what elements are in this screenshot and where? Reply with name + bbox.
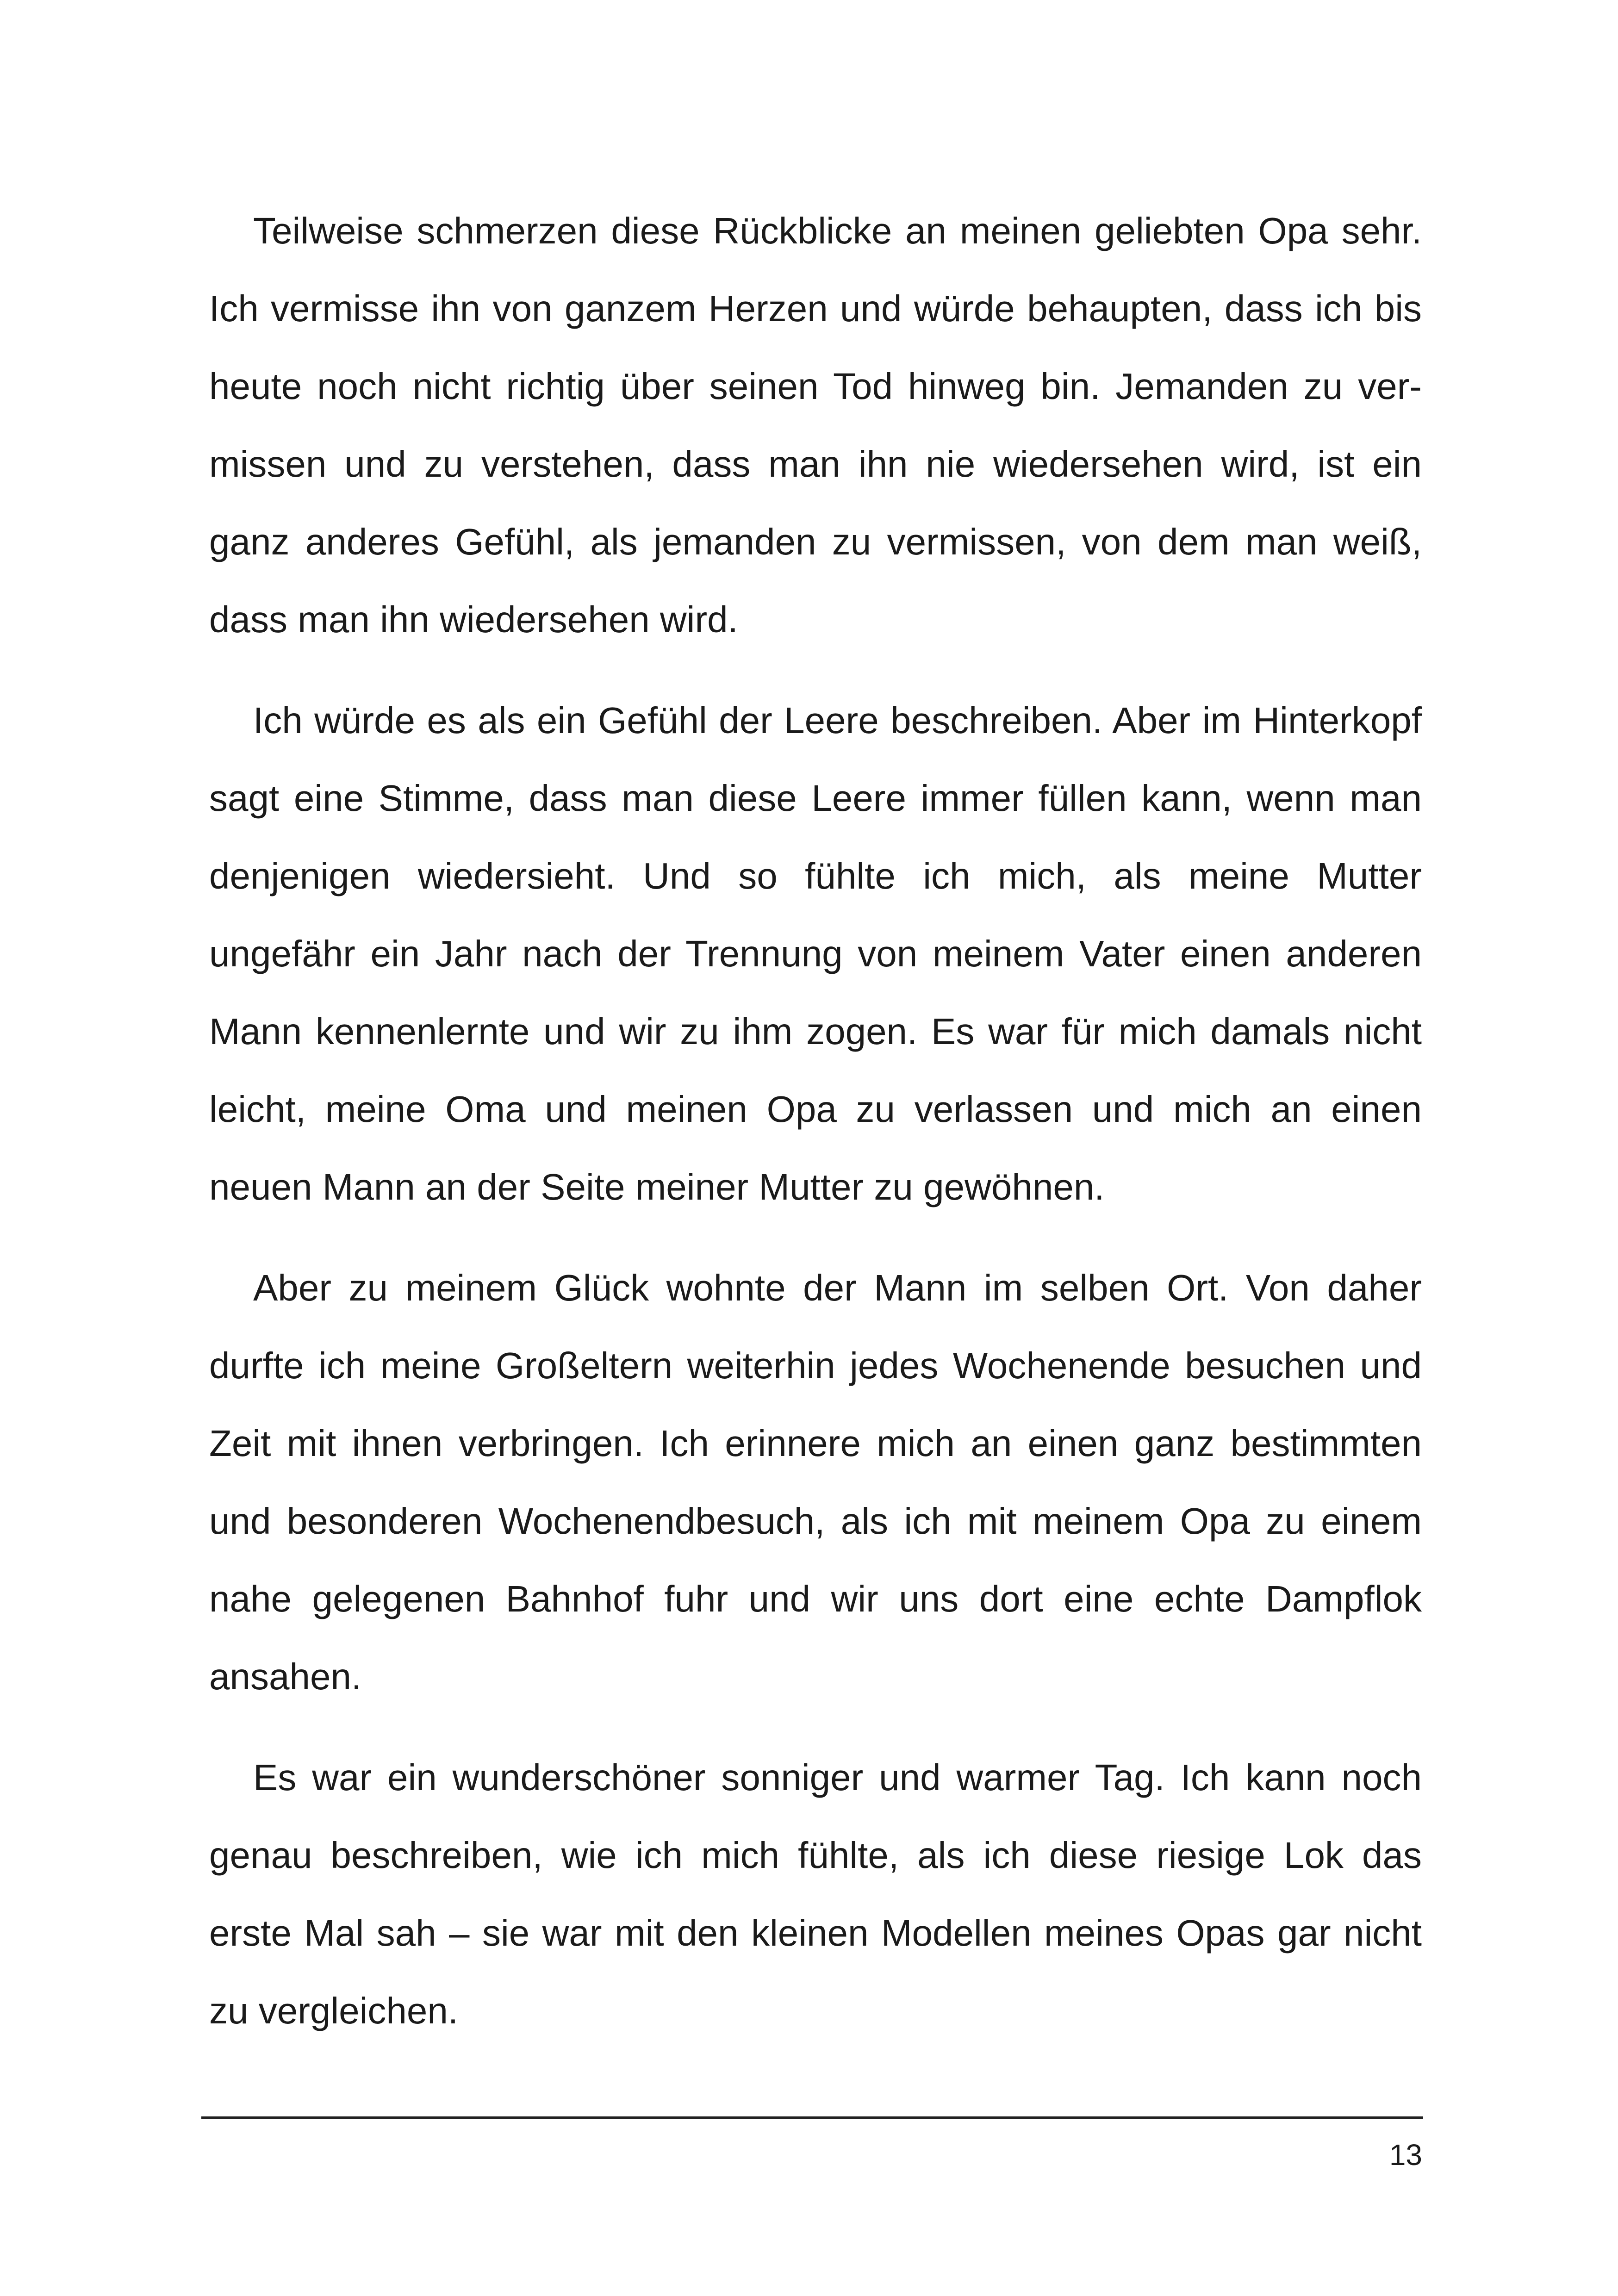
paragraph: Es war ein wunderschöner sonniger und warmer Tag. Ich kann noch genau beschreiben, wie ich mich fühlte, als ich diese riesige Lok das erste Mal sah – sie war mit den kleinen Modellen meines Opas gar nicht zu vergleichen. [209, 1757, 1422, 2031]
footer-divider [201, 2116, 1423, 2119]
body-text [209, 192, 1422, 2050]
paragraph: Aber zu meinem Glück wohnte der Mann im selben Ort. Von daher durfte ich meine Großeltern weiterhin jedes Wochenende besuchen und Zeit mit ihnen verbringen. Ich erinnere mich an einen ganz bestimmten und besonderen Wochenendbesuch, als ich mit meinem Opa zu einem nahe gelegenen Bahnhof fuhr und wir uns dort eine echte Dampflok ansahen. [209, 1267, 1422, 1697]
paragraph: Teilweise schmerzen diese Rückblicke an meinen geliebten Opa sehr. Ich vermisse ihn von ganzem Herzen und würde behaupten, dass ich bis heute noch nicht richtig über seinen Tod hinweg bin. Jemanden zu vermissen und zu verstehen, dass man ihn nie wiedersehen wird, ist ein ganz anderes Gefühl, als jemanden zu vermissen, von dem man weiß, dass man ihn wiedersehen wird. [209, 210, 1422, 640]
paragraph: Ich würde es als ein Gefühl der Leere beschreiben. Aber im Hinterkopf sagt eine Stimme, dass man diese Leere immer füllen kann, wenn man denjenigen wiedersieht. Und so fühlte ich mich, als meine Mutter ungefähr ein Jahr nach der Trennung von meinem Vater einen anderen Mann kennenlernte und wir zu ihm zogen. Es war für mich damals nicht leicht, meine Oma und meinen Opa zu verlassen und mich an einen neuen Mann an der Seite meiner Mutter zu gewöhnen. [209, 700, 1422, 1207]
page-number: 13 [1389, 2138, 1422, 2172]
